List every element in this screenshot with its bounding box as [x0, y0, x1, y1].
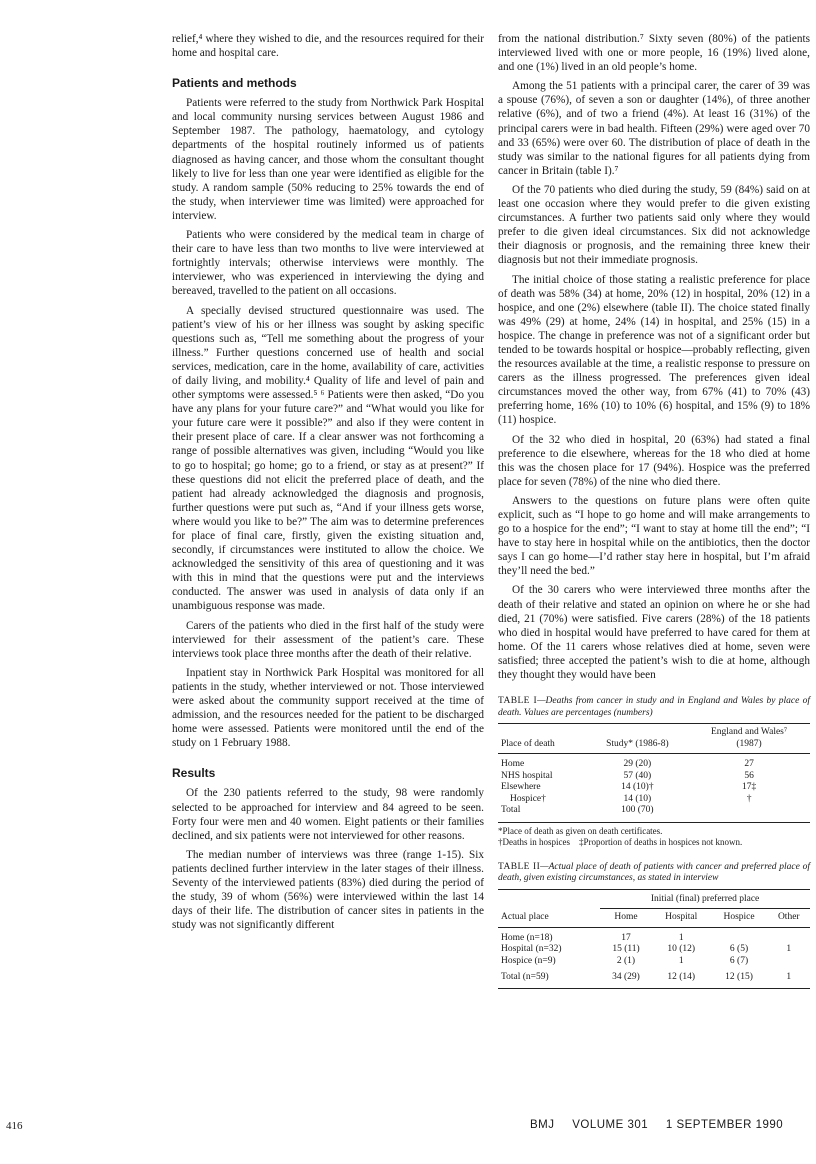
table-1-note-2: †Deaths in hospices ‡Proportion of deaths in hospices not known. [498, 836, 743, 847]
methods-paragraph-3: A specially devised structured questionnaire was used. The patient’s view of his or her illness was sought by asking specific questions such as, “Tell me something about the progress of your illness.” Further questions concerned use of health and social services, medication, care in the home, availability of care, activities of daily living, and mobility.⁴ Quality of life and level of pain and other symptoms were assessed.⁵ ⁶ Patients were then asked, “Do you have any plans for your future care?” and “What would you like for your future care were it possible?” and also if they were content in their present place of care. If a clear answer was not forthcoming a range of possible alternatives was given, including “Would you like to go to hospital; go home; go to a friend, or stay as at present?” If these questions did not elicit the preferred place of death, and the patient had already acknowledged the diagnosis and prognosis, further questions were put such as, “And if your illness gets worse, where would you like to be?” The aim was to determine preferences for place of final care, firstly, given the existing situation and, secondly, if circumstances were instituted to allow the choice. We acknowledged the sensitivity of this area of questioning and it was with this in mind that the questions were put and the interviews conducted. The answer was used in analysis of data only if an unambiguous response was made. [172, 304, 484, 613]
table-1-header-study: Study* (1986-8) [587, 724, 689, 754]
table-row: Home 29 (20) 27 [501, 759, 754, 770]
methods-paragraph-1: Patients were referred to the study from Northwick Park Hospital and local community nursing services between August 1986 and September 1987. The pathology, haematology, and cytology departments of the hospital routinely informed us of patients diagnosed as having cancer, and those whom the consultant thought likely to live for less than one year were identified as eligible for the study. A random sample (50% reducing to 25% towards the end of the study, when interviewer time was limited) were approached for interview. [172, 97, 484, 222]
journal-volume: VOLUME 301 [572, 1119, 649, 1131]
results-paragraph-6: The initial choice of those stating a realistic preference for place of death was 58% (34) at home, 20% (12) in hospital, 20% (12) in a hospice, and one (2%) elsewhere (table II). The choice stated finally was 49% (29) at home, 24% (14) in hospital, and 25% (15) in a hospice. The change in preference was not of a significant order but tended to be towards hospital or hospice—probably reflecting, given the resources available at the time, a realistic response to pressure on carers as the illness progressed. The preferences given ideal circumstances moved the other way, from 67% (41) to 70% (43) preferring home, 16% (10) to 10% (6) hospital, and 15% (9) to 18% (11) hospice. [498, 273, 810, 427]
table-row: Hospice (n=9) 2 (1) 1 6 (7) [501, 955, 749, 966]
table-row: Home (n=18) 17 1 [501, 932, 684, 943]
table-2-header-hospital: Hospital [652, 909, 711, 928]
issue-date: 1 SEPTEMBER 1990 [665, 1119, 784, 1131]
table-2-header-hospice: Hospice [711, 909, 768, 928]
results-paragraph-5: Of the 70 patients who died during the study, 59 (84%) said on at least one occasion where they would prefer to die given existing circumstances. A further two patients said only where they would prefer to die given ideal circumstances. Six did not acknowledge their diagnosis or prognosis, and the remaining three knew their diagnosis but not their immediate prognosis. [498, 183, 810, 267]
table-total-row: Total (n=59) 34 (29) 12 (14) 12 (15) 1 [501, 972, 792, 983]
table-1-header-ew: England and Wales⁷ (1987) [688, 724, 810, 754]
table-1-notes [498, 826, 810, 848]
results-paragraph-2: The median number of interviews was three (range 1-15). Six patients declined further interview in the later stages of their illness. Seventy of the interviewed patients (83%) died during the period of the study, 39 of whom (56%) were interviewed within the last 14 days of their life. The distribution of cancer sites in patients in the study was not significantly different [172, 848, 484, 932]
journal-name: BMJ [530, 1119, 555, 1131]
table-1 [498, 723, 810, 823]
table-row: Hospice† 14 (10) † [510, 793, 752, 804]
results-heading: Results [172, 766, 216, 781]
right-column [498, 32, 810, 989]
table-1-label: TABLE I [498, 696, 538, 707]
results-paragraph-1: Of the 230 patients referred to the study, 98 were randomly selected to be approached for interview and 84 agreed to be seen. Forty four were men and 40 women. Eight patients or their families declined, and six patients were not interviewed for other reasons. [172, 787, 484, 842]
intro-paragraph: relief,⁴ where they wished to die, and the resources required for their home and hospital care. [172, 33, 484, 60]
table-row: NHS hospital 57 (40) 56 [501, 770, 754, 781]
results-paragraph-4: Among the 51 patients with a principal carer, the carer of 39 was a spouse (76%), of seven a son or daughter (14%), of three another relative (6%), and of two a friend (4%). At least 16 (31%) of the principal carers were in bad health. Fifteen (29%) were aged over 70 and 33 (65%) were over 60. The distribution of place of death in the study was similar to the national figures for all patients dying from cancer in Britain (table I).⁷ [498, 80, 810, 177]
page-number: 416 [6, 1120, 23, 1132]
table-row: Hospital (n=32) 15 (11) 10 (12) 6 (5) 1 [501, 944, 792, 955]
methods-paragraph-2: Patients who were considered by the medical team in charge of their care to have less than two months to live were interviewed at fortnightly intervals; otherwise interviews were monthly. The interviewer, who was experienced in interviewing the dying and bereaved, travelled to the patient on all occasions. [172, 229, 484, 298]
table-row: Total 100 (70) [501, 805, 654, 816]
methods-paragraph-4: Carers of the patients who died in the first half of the study were interviewed for their assessment of the patient’s care. These interviews took place three months after the death of their relative. [172, 619, 484, 660]
journal-footer [530, 1119, 797, 1131]
results-paragraph-9: Of the 30 carers who were interviewed three months after the death of their relative and stated an opinion on where he or she had died, 21 (70%) were satisfied. Five carers (28%) of the 18 patients who died in hospital would have preferred to have cared for them at home. Of the 11 carers whose relatives died at home, seven were satisfied; three accepted the patient’s wish to die at home, although they thought they would have been [498, 584, 810, 682]
results-paragraph-3: from the national distribution.⁷ Sixty seven (80%) of the patients interviewed lived with one or more people, 16 (19%) lived alone, and one (1%) lived in an old people’s home. [498, 33, 810, 74]
table-row: Elsewhere 14 (10)† 17‡ [501, 782, 757, 793]
table-2-group-header: Initial (final) preferred place [600, 889, 810, 909]
table-1-caption: TABLE I—Deaths from cancer in study and in England and Wales by place of death. Values are percentages (numbers) [498, 696, 810, 718]
table-2-label: TABLE II [498, 861, 541, 872]
results-paragraph-8: Answers to the questions on future plans were often quite explicit, such as “I hope to go home and will make arrangements to go to a hospice for the end”; “I want to stay at home till the end”; “I have to stay here in hospital while on the antibiotics, then the doctor says I can go home—I’d rather stay here in hospital, but I’m afraid they’ll need the bed.” [498, 494, 810, 578]
table-2 [498, 889, 810, 989]
methods-heading: Patients and methods [172, 76, 297, 91]
table-1-header-place: Place of death [498, 724, 587, 754]
table-2-caption: TABLE II—Actual place of death of patients with cancer and preferred place of death, given existing circumstances, as stated in interview [498, 861, 811, 884]
results-paragraph-7: Of the 32 who died in hospital, 20 (63%) had stated a final preference to die elsewhere, whereas for the 18 who died at home this was the chosen place for 17 (94%). Hospice was the preferred place for seven (78%) of the nine who died there. [498, 433, 810, 488]
methods-paragraph-5: Inpatient stay in Northwick Park Hospital was monitored for all patients in the study, whether interviewed or not. Those interviewed were asked about the community support received at the time of admission, and the resources needed for the patient to be discharged home were assessed. Patients were monitored until the end of the study on 1 February 1988. [172, 666, 484, 750]
table-2-header-home: Home [600, 909, 652, 928]
table-1-note-1: *Place of death as given on death certificates. [498, 825, 663, 836]
table-2-header-other: Other [768, 909, 810, 928]
left-column [172, 32, 484, 932]
table-2-header-actual: Actual place [498, 909, 600, 928]
